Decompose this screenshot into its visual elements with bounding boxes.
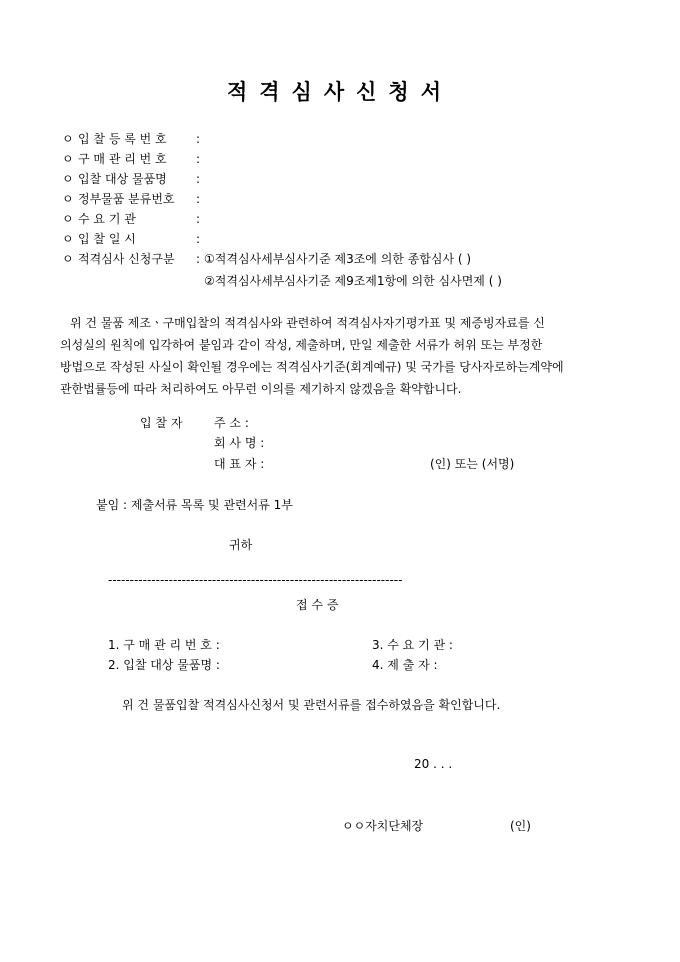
bullet: ㅇ xyxy=(62,172,74,186)
field-government-classification-number xyxy=(62,192,204,206)
seal-or-signature: (인) 또는 (서명) xyxy=(430,457,515,471)
pledge-paragraph xyxy=(60,312,630,400)
signer-title: ㅇㅇ자치단체장 xyxy=(342,819,424,833)
field-colon: : xyxy=(196,172,201,186)
bidder-company-label: 회 사 명 : xyxy=(214,436,265,450)
paragraph-line: 관한법률등에 따라 처리하여도 아무런 이의를 제기하지 않겠음을 확약합니다. xyxy=(60,382,462,396)
paragraph-line: 방법으로 작성된 사실이 확인될 경우에는 적격심사기준(회계예규) 및 국가를 당사자로하는계약에 xyxy=(60,360,564,374)
field-label: 수 요 기 관 xyxy=(78,212,136,226)
field-application-type xyxy=(62,252,471,266)
bullet: ㅇ xyxy=(62,252,74,266)
document-title: 적격심사신청서 xyxy=(226,79,453,104)
signer-seal: (인) xyxy=(510,819,531,833)
addressee: 귀하 xyxy=(229,538,253,552)
field-label: 입 찰 등 록 번 호 xyxy=(78,132,167,146)
bullet: ㅇ xyxy=(62,232,74,246)
bidder-representative-label: 대 표 자 : xyxy=(214,457,265,471)
field-colon: : xyxy=(196,132,201,146)
bidder-label: 입 찰 자 xyxy=(140,416,183,430)
bullet: ㅇ xyxy=(62,212,74,226)
field-label: 입 찰 일 시 xyxy=(78,232,136,246)
field-demand-agency xyxy=(62,212,204,226)
field-colon: : xyxy=(196,232,201,246)
field-label: 구 매 관 리 번 호 xyxy=(78,152,167,166)
bullet: ㅇ xyxy=(62,132,74,146)
field-procurement-number xyxy=(62,152,204,166)
application-option-comprehensive: ①적격심사세부심사기준 제3조에 의한 종합심사 ( ) xyxy=(204,252,472,266)
field-bid-item-name xyxy=(62,172,204,186)
field-colon: : xyxy=(196,152,201,166)
bullet: ㅇ xyxy=(62,152,74,166)
field-label: 정부물품 분류번호 xyxy=(78,192,175,206)
field-bid-datetime xyxy=(62,232,204,246)
receipt-confirmation-text: 위 건 물품입찰 적격심사신청서 및 관련서류를 접수하였음을 확인합니다. xyxy=(122,698,501,712)
paragraph-line: 의성실의 원칙에 입각하여 붙임과 같이 작성, 제출하며, 만일 제출한 서류가 허위 또는 부정한 xyxy=(60,338,543,352)
paragraph-line: 위 건 물품 제조ㆍ구매입찰의 적격심사와 관련하여 적격심사자기평가표 및 제증빙자료를 신 xyxy=(70,316,545,330)
cut-line-divider: -------------------------------------------------------------------- xyxy=(108,573,403,587)
bidder-address-label: 주 소 : xyxy=(214,416,249,430)
field-colon: : xyxy=(196,192,201,206)
field-colon: : xyxy=(196,212,201,226)
bullet: ㅇ xyxy=(62,192,74,206)
attachment-note: 붙임 : 제출서류 목록 및 관련서류 1부 xyxy=(96,498,293,512)
receipt-title: 접 수 증 xyxy=(296,598,339,612)
field-bid-registration-number xyxy=(62,132,204,146)
receipt-date: 20 . . . xyxy=(414,757,453,771)
receipt-item-name: 2. 입찰 대상 물품명 : xyxy=(108,658,220,672)
field-colon: : xyxy=(196,252,201,266)
field-label: 입찰 대상 물품명 xyxy=(78,172,167,186)
field-label: 적격심사 신청구분 xyxy=(78,252,175,266)
receipt-submitter: 4. 제 출 자 : xyxy=(372,658,438,672)
application-option-exemption: ②적격심사세부심사기준 제9조제1항에 의한 심사면제 ( ) xyxy=(204,274,502,288)
receipt-demand-agency: 3. 수 요 기 관 : xyxy=(372,638,453,652)
receipt-procurement-number: 1. 구 매 관 리 번 호 : xyxy=(108,638,220,652)
